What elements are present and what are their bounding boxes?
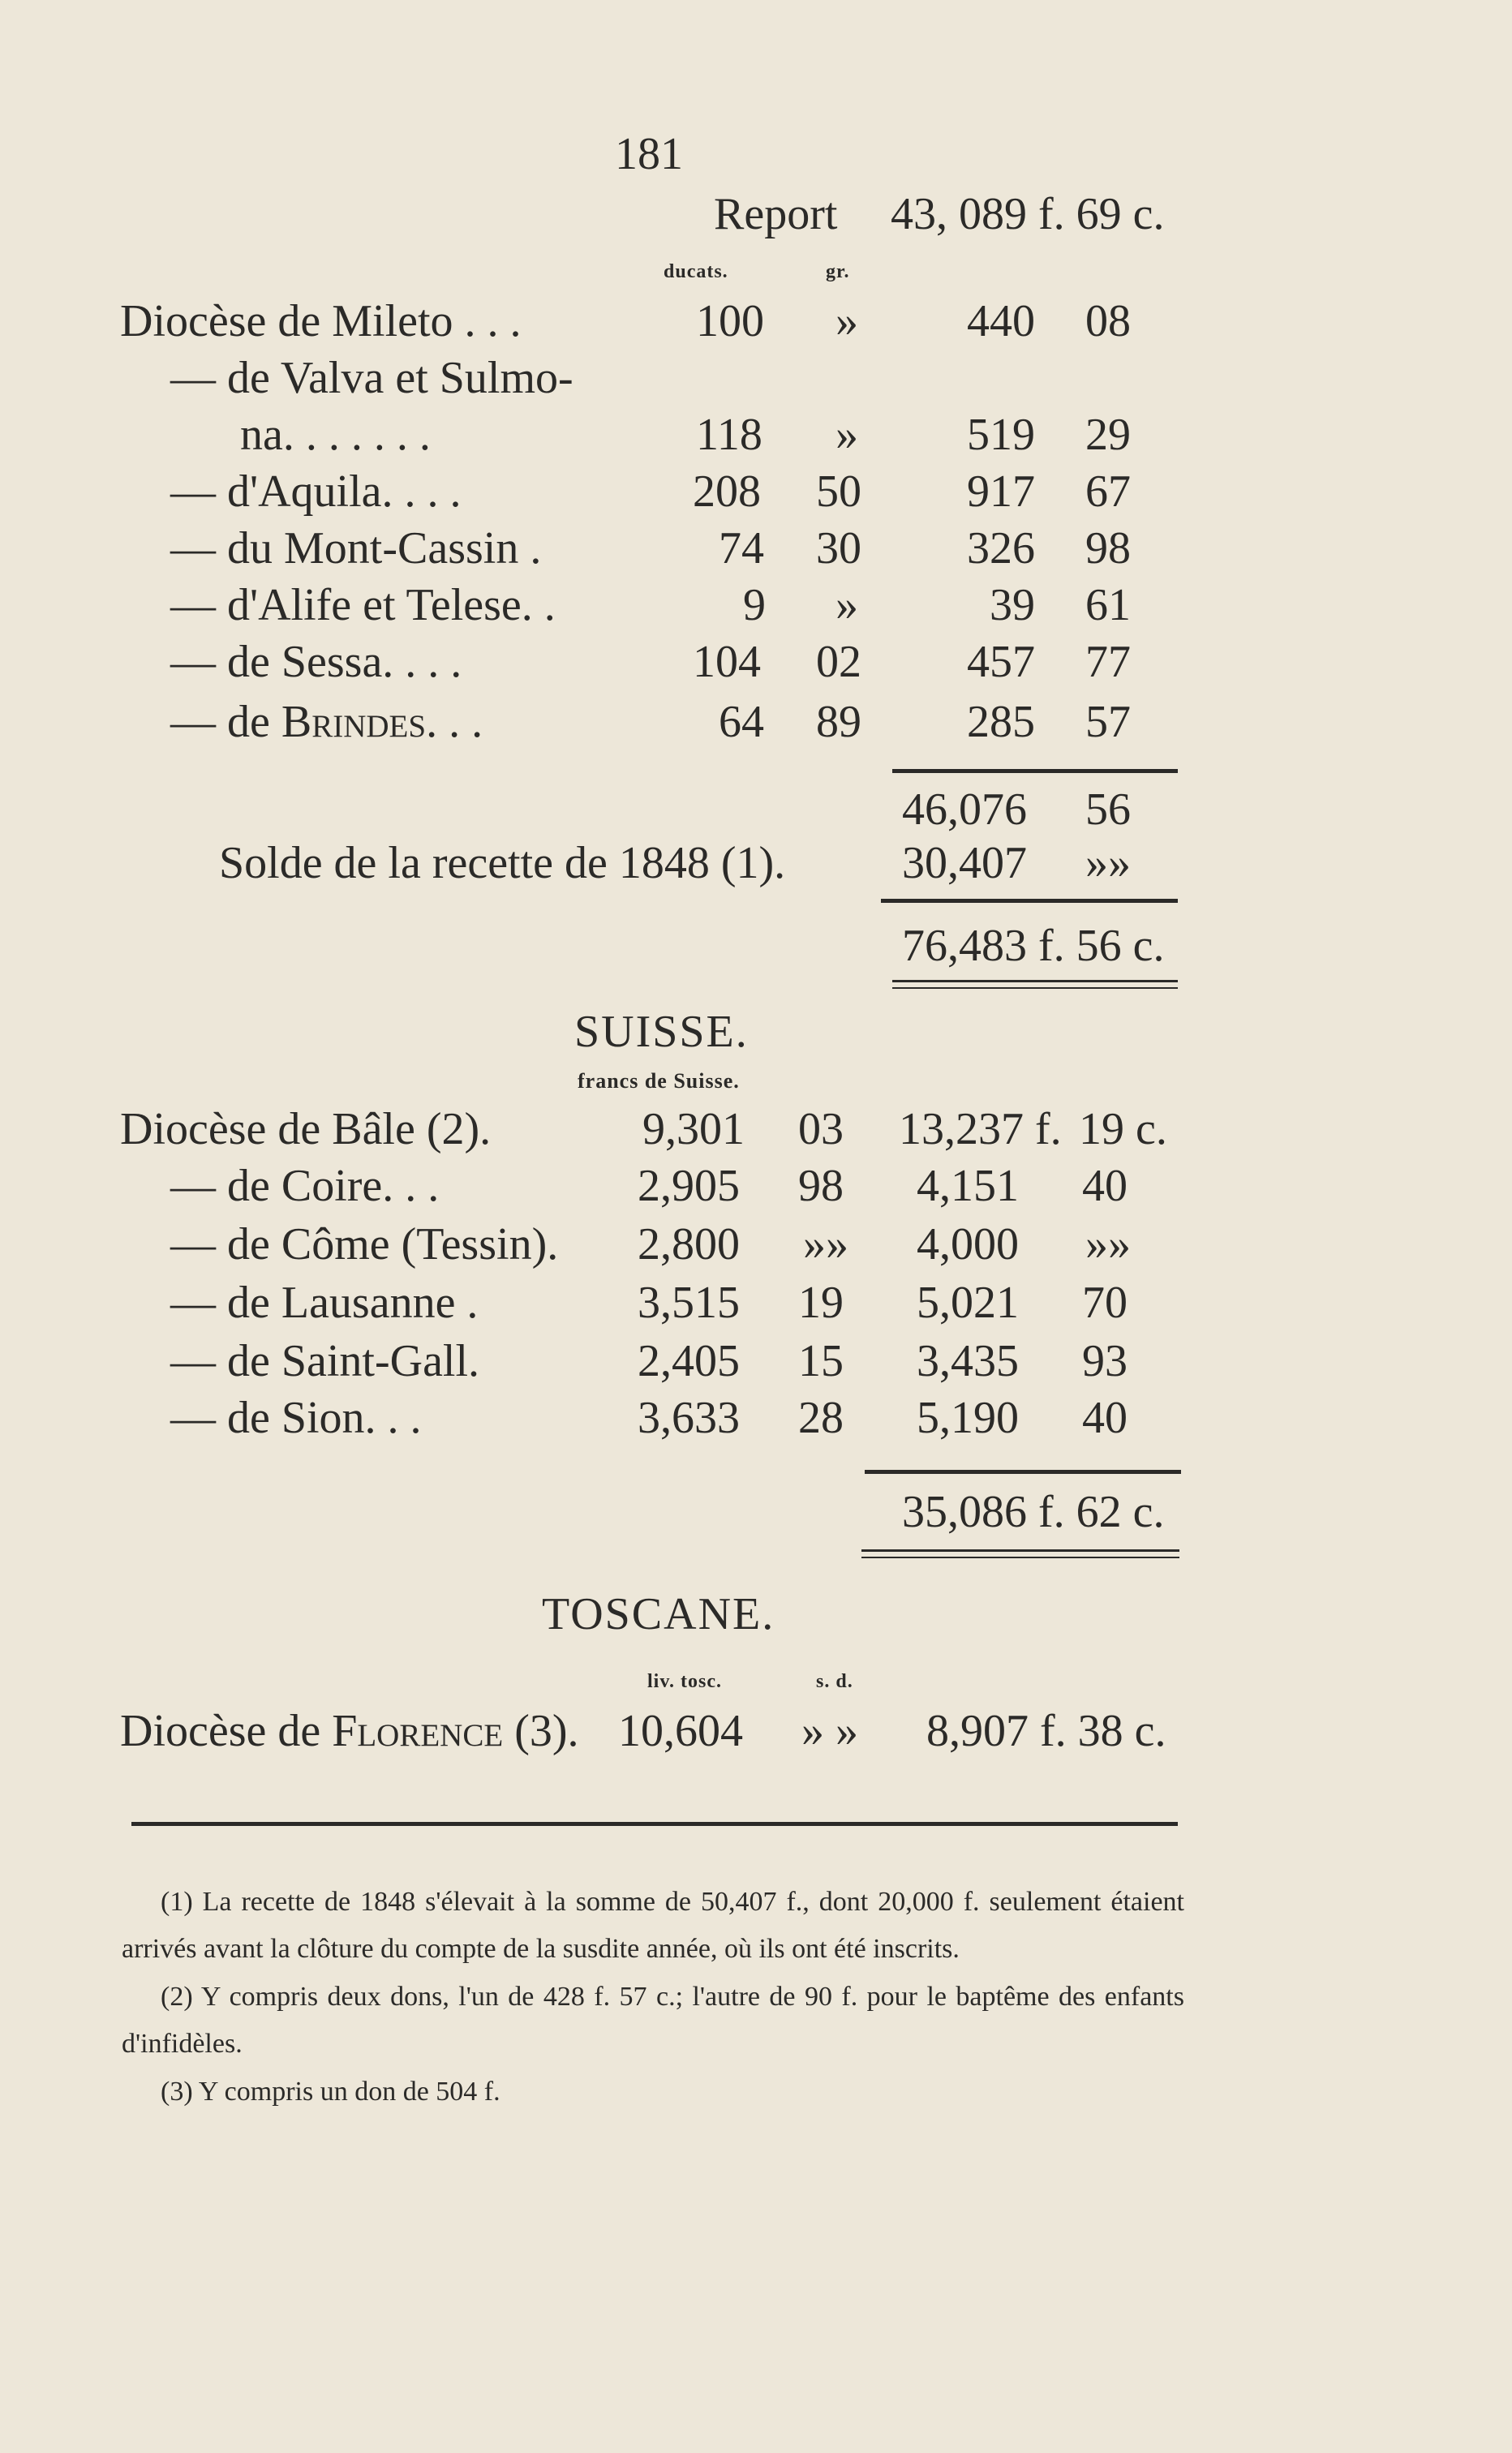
- centimes-value: 08: [1085, 296, 1131, 346]
- page-number: 181: [615, 129, 683, 179]
- section-title-toscane: TOSCANE.: [542, 1589, 775, 1639]
- livres-value: 10,604: [618, 1706, 743, 1756]
- name-suffix: . . .: [426, 697, 483, 747]
- ducats-value: 118: [696, 410, 762, 460]
- grana-value: »: [835, 410, 858, 460]
- centimes-suisse-value: 98: [798, 1161, 844, 1211]
- centimes-value: 29: [1085, 410, 1131, 460]
- header-liv-tosc: liv. tosc.: [647, 1671, 722, 1692]
- francs-value: 4,151: [917, 1161, 1019, 1211]
- francs-value: 5,190: [917, 1393, 1019, 1443]
- sum-rule: [881, 899, 1178, 903]
- centimes-value: 77: [1085, 637, 1131, 687]
- francs-value: 457: [967, 637, 1035, 687]
- centimes-suisse-value: 19: [798, 1278, 844, 1328]
- francs-value: 8,907 f. 38 c.: [926, 1706, 1166, 1756]
- double-rule: [861, 1549, 1179, 1558]
- grana-value: »: [835, 580, 858, 630]
- diocese-name: — d'Aquila. . . .: [170, 466, 462, 517]
- ducats-value: 208: [693, 466, 761, 517]
- naples-total: 76,483 f. 56 c.: [902, 921, 1165, 971]
- footnote-1: (1) La recette de 1848 s'élevait à la somme de 50,407 f., dont 20,000 f. seulement étaient arrivés avant la clôture du compte de la susdite année, où ils ont été inscrits.: [122, 1887, 1184, 1965]
- diocese-name: — de Valva et Sulmo-: [170, 353, 573, 403]
- francs-value: 39: [990, 580, 1035, 630]
- ducats-value: 100: [696, 296, 764, 346]
- subtotal-francs: 46,076: [902, 784, 1027, 835]
- footnote-2: (2) Y compris deux dons, l'un de 428 f. 57 c.; l'autre de 90 f. pour le baptême des enfants d'infidèles.: [122, 1981, 1184, 2060]
- centimes-value: 19 c.: [1079, 1104, 1167, 1154]
- footnote-3: (3) Y compris un don de 504 f.: [161, 2076, 500, 2107]
- centimes-value: 61: [1085, 580, 1131, 630]
- footnotes: [122, 1879, 1184, 2116]
- sum-rule: [892, 769, 1178, 773]
- solde-centimes: »»: [1085, 838, 1131, 888]
- solde-francs: 30,407: [902, 838, 1027, 888]
- centimes-value: 57: [1085, 697, 1131, 747]
- header-s-d: s. d.: [816, 1671, 853, 1692]
- report-label: Report: [714, 189, 838, 239]
- name-smallcaps: Florence: [332, 1706, 504, 1756]
- centimes-value: 93: [1082, 1336, 1128, 1386]
- francs-suisse-value: 2,800: [638, 1219, 740, 1269]
- grana-value: 30: [816, 523, 861, 574]
- diocese-name: [170, 699, 483, 745]
- name-prefix: — de: [170, 697, 281, 747]
- ducats-value: 74: [719, 523, 764, 574]
- francs-value: 13,237 f.: [899, 1104, 1062, 1154]
- francs-value: 519: [967, 410, 1035, 460]
- suisse-total: 35,086 f. 62 c.: [902, 1487, 1165, 1537]
- francs-value: 3,435: [917, 1336, 1019, 1386]
- centimes-suisse-value: 28: [798, 1393, 844, 1443]
- diocese-name: na. . . . . . .: [240, 410, 431, 460]
- centimes-value: 40: [1082, 1393, 1128, 1443]
- header-gr: gr.: [826, 261, 850, 282]
- grana-value: 89: [816, 697, 861, 747]
- francs-suisse-value: 9,301: [642, 1104, 745, 1154]
- diocese-name: — de Lausanne .: [170, 1278, 479, 1328]
- ducats-value: 104: [693, 637, 761, 687]
- centimes-value: 40: [1082, 1161, 1128, 1211]
- diocese-name: Diocèse de Bâle (2).: [120, 1104, 492, 1154]
- centimes-value: 98: [1085, 523, 1131, 574]
- diocese-name: — de Saint-Gall.: [170, 1336, 480, 1386]
- francs-suisse-value: 2,405: [638, 1336, 740, 1386]
- grana-value: 02: [816, 637, 861, 687]
- grana-value: »: [835, 296, 858, 346]
- ducats-value: 9: [743, 580, 766, 630]
- subtotal-centimes: 56: [1085, 784, 1131, 835]
- francs-value: 917: [967, 466, 1035, 517]
- diocese-name: — de Coire. . .: [170, 1161, 440, 1211]
- francs-value: 285: [967, 697, 1035, 747]
- name-smallcaps: Brindes: [281, 697, 427, 747]
- centimes-value: 70: [1082, 1278, 1128, 1328]
- centimes-suisse-value: 03: [798, 1104, 844, 1154]
- francs-suisse-value: 3,515: [638, 1278, 740, 1328]
- diocese-name: — de Sessa. . . .: [170, 637, 462, 687]
- francs-value: 4,000: [917, 1219, 1019, 1269]
- solde-label: Solde de la recette de 1848 (1).: [219, 838, 786, 888]
- francs-value: 5,021: [917, 1278, 1019, 1328]
- diocese-name: — de Côme (Tessin).: [170, 1219, 559, 1269]
- footnote-rule: [131, 1822, 1178, 1826]
- diocese-name: — d'Alife et Telese. .: [170, 580, 556, 630]
- francs-value: 440: [967, 296, 1035, 346]
- report-amount: 43, 089 f. 69 c.: [891, 189, 1165, 239]
- sum-rule: [865, 1470, 1181, 1474]
- centimes-suisse-value: »»: [803, 1219, 848, 1269]
- diocese-name: [120, 1708, 578, 1754]
- header-ducats: ducats.: [664, 261, 728, 282]
- grana-value: 50: [816, 466, 861, 517]
- double-rule: [892, 980, 1178, 989]
- centimes-value: »»: [1085, 1219, 1131, 1269]
- francs-suisse-value: 2,905: [638, 1161, 740, 1211]
- centimes-value: 67: [1085, 466, 1131, 517]
- centimes-suisse-value: 15: [798, 1336, 844, 1386]
- header-francs-suisse: francs de Suisse.: [578, 1069, 740, 1093]
- francs-suisse-value: 3,633: [638, 1393, 740, 1443]
- francs-value: 326: [967, 523, 1035, 574]
- ducats-value: 64: [719, 697, 764, 747]
- sous-deniers-value: » »: [801, 1706, 858, 1756]
- diocese-name: Diocèse de Mileto . . .: [120, 296, 522, 346]
- section-title-suisse: SUISSE.: [574, 1007, 749, 1057]
- diocese-name: — du Mont-Cassin .: [170, 523, 542, 574]
- diocese-name: — de Sion. . .: [170, 1393, 422, 1443]
- name-prefix: Diocèse de: [120, 1706, 333, 1756]
- name-suffix: (3).: [503, 1706, 579, 1756]
